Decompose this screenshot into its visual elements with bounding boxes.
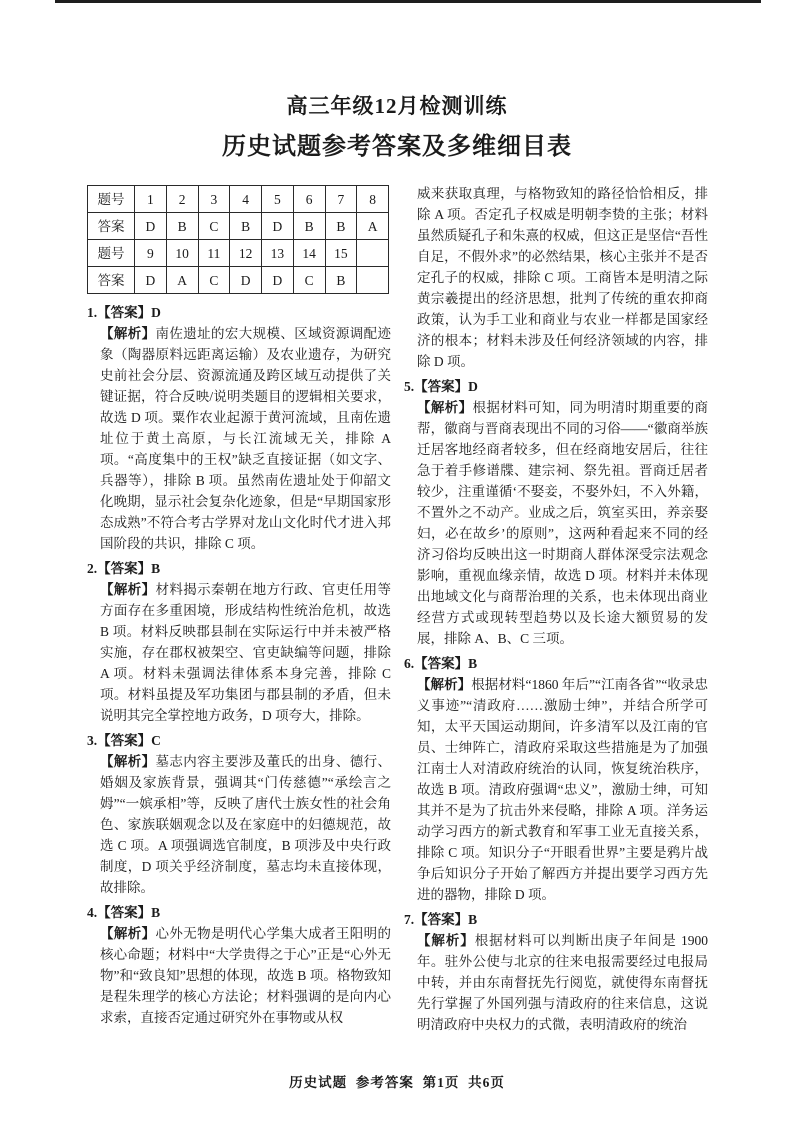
answer-letter: B — [468, 912, 478, 927]
table-row — [88, 213, 389, 240]
analysis-text: 根据材料“1860 年后”“江南各省”“收录忠义事迹”“清政府……激励士绅”，并结合所学可知，太平天国运动期间，许多清军以及江南的官员、士绅阵亡，清政府采取这些措施是为了加强江南士人对清政府统治的认同，恢复统治秩序，故选 B 项。清政府强调“忠义”，激励士绅，可知其并不是为了抗击外来侵略，排除 A 项。洋务运动学习西方的新式教育和军事工业无直接关系，排除 C 项。知识分子“开眼看世界”主要是鸦片战争后知识分子开始了解西方并提出要学习西方先进的器物，排除 D 项。 — [417, 677, 708, 902]
answer-line — [87, 902, 391, 923]
analysis-label: 【解析】 — [100, 754, 156, 769]
table-cell: 8 — [357, 186, 389, 213]
table-header-cell: 题号 — [88, 240, 135, 267]
table-cell: 3 — [198, 186, 230, 213]
question-number: 7. — [404, 912, 415, 927]
document-title-line1: 高三年级12月检测训练 — [286, 94, 508, 118]
analysis-paragraph — [100, 751, 391, 898]
answer-line — [404, 909, 708, 930]
table-cell: D — [230, 267, 262, 294]
answer-line — [87, 730, 391, 751]
analysis-text: 心外无物是明代心学集大成者王阳明的核心命题；材料中“大学贵得之于心”正是“心外无物”和“致良知”思想的体现，故选 B 项。格物致知是程朱理学的核心方法论；材料强调的是向内心求索，直接否定通过研究外在事物或从权 — [100, 926, 391, 1025]
analysis-label: 【解析】 — [100, 582, 156, 597]
table-cell: 9 — [135, 240, 167, 267]
table-cell: 10 — [166, 240, 198, 267]
answer-letter: C — [151, 733, 161, 748]
analysis-continuation-q4: 威来获取真理，与格物致知的路径恰恰相反，排除 A 项。否定孔子权威是明朝李贽的主张；材料虽然质疑孔子和朱熹的权威，但这正是坚信“吾性自足，不假外求”的必然结果，核心主张并不是否定孔子的权威，排除 C 项。工商皆本是明清之际黄宗羲提出的经济思想，批判了传统的重农抑商政策，认为手工业和商业与农业一样都是国家经济的根本；材料未涉及任何经济领域的内容，排除 D 项。 — [417, 186, 708, 369]
question-number: 5. — [404, 379, 415, 394]
analysis-text: 根据材料可知，同为明清时期重要的商帮，徽商与晋商表现出不同的习俗——“徽商举族迁居客地经商者较多，但在经商地安居后，往往急于着手修谱牒、建宗祠、祭先祖。晋商迁居者较少，注重谨循‘不娶妾，不娶外妇，不入外籍，不置外之不动产。业成之后，筑室买田，养亲娶妇，必在故乡’的原则”，这两种看起来不同的经济习俗均反映出这一时期商人群体深受宗法观念影响，重视血缘亲情，故选 D 项。材料并未体现出地域文化与商帮治理的关系，也未体现出商业经营方式或现转型趋势以及长途大额贸易的发展，排除 A、B、C 三项。 — [417, 400, 708, 646]
table-row — [88, 186, 389, 213]
table-cell: B — [325, 213, 357, 240]
document-title-line2: 历史试题参考答案及多维细目表 — [222, 134, 572, 160]
answer-label: 【答案】 — [414, 379, 469, 394]
table-cell: 11 — [198, 240, 230, 267]
table-cell — [357, 267, 389, 294]
table-cell: B — [293, 213, 325, 240]
analysis-label: 【解析】 — [417, 400, 473, 415]
answer-item-5 — [404, 376, 708, 649]
answer-item-7 — [404, 909, 708, 1035]
answer-letter: D — [151, 305, 161, 320]
table-cell: 5 — [262, 186, 294, 213]
question-number: 4. — [87, 905, 98, 920]
answer-item-6 — [404, 653, 708, 905]
analysis-paragraph — [100, 923, 391, 1028]
table-cell — [357, 240, 389, 267]
analysis-paragraph — [417, 397, 708, 649]
table-cell: C — [198, 267, 230, 294]
answer-label: 【答案】 — [97, 905, 152, 920]
table-cell: C — [198, 213, 230, 240]
table-header-cell: 题号 — [88, 186, 135, 213]
analysis-text: 南佐遗址的宏大规模、区域资源调配迹象（陶器原料远距离运输）及农业遗存，为研究史前社会分层、资源流通及跨区域互动提供了关键证据，符合反映/说明类题目的逻辑相关要求，故选 D 项。粟作农业起源于黄河流域，且南佐遗址位于黄土高原，与长江流域无关，排除 A 项。“高度集中的王权”缺乏直接证据（如文字、兵器等），排除 B 项。虽然南佐遗址处于仰韶文化晚期，显示社会复杂化迹象，但是“早期国家形态成熟”不符合考古学界对龙山文化时代才进入邦国阶段的共识，排除 C 项。 — [100, 326, 391, 551]
answer-item-4 — [87, 902, 391, 1028]
table-cell: 2 — [166, 186, 198, 213]
table-cell: A — [166, 267, 198, 294]
table-cell: D — [262, 267, 294, 294]
table-cell: 12 — [230, 240, 262, 267]
analysis-paragraph — [100, 579, 391, 726]
table-cell: D — [135, 213, 167, 240]
answer-letter: B — [151, 905, 161, 920]
right-column — [404, 183, 708, 1067]
question-number: 1. — [87, 305, 98, 320]
table-cell: B — [325, 267, 357, 294]
table-cell: C — [293, 267, 325, 294]
table-cell: 15 — [325, 240, 357, 267]
table-row — [88, 267, 389, 294]
analysis-label: 【解析】 — [100, 926, 156, 941]
answer-item-2 — [87, 558, 391, 726]
analysis-label: 【解析】 — [417, 933, 475, 948]
answer-line — [87, 558, 391, 579]
table-cell: 4 — [230, 186, 262, 213]
answer-key-table — [87, 185, 389, 294]
analysis-text: 材料揭示秦朝在地方行政、官吏任用等方面存在多重困境，形成结构性统治危机，故选 B 项。材料反映郡县制在实际运行中并未被严格实施，存在郡权被架空、官吏缺编等问题，排除 A 项。材料未强调法律体系本身完善，排除 C 项。材料虽提及军功集团与郡县制的矛盾，但未说明其完全掌控地方政务，D 项夸大，排除。 — [100, 582, 391, 723]
table-cell: A — [357, 213, 389, 240]
answer-line — [404, 653, 708, 674]
table-header-cell: 答案 — [88, 267, 135, 294]
table-row — [88, 240, 389, 267]
table-cell: 1 — [135, 186, 167, 213]
table-cell: 13 — [262, 240, 294, 267]
answer-letter: B — [468, 656, 478, 671]
question-number: 2. — [87, 561, 98, 576]
analysis-paragraph — [417, 674, 708, 905]
left-column — [87, 183, 391, 1067]
table-header-cell: 答案 — [88, 213, 135, 240]
answer-line — [87, 302, 391, 323]
answer-label: 【答案】 — [414, 912, 469, 927]
answer-line — [404, 376, 708, 397]
answer-item-1 — [87, 302, 391, 554]
analysis-text: 根据材料可以判断出庚子年间是 1900 年。驻外公使与北京的往来电报需要经过电报局中转，并由东南督抚先行阅览，就使得东南督抚先行掌握了外国列强与清政府的往来信息，这说明清政府中央权力的式微，表明清政府的统治 — [417, 933, 708, 1032]
answer-letter: D — [468, 379, 478, 394]
analysis-label: 【解析】 — [100, 326, 156, 341]
table-cell: B — [230, 213, 262, 240]
analysis-paragraph — [417, 930, 708, 1035]
answer-label: 【答案】 — [414, 656, 469, 671]
table-cell: 7 — [325, 186, 357, 213]
page-top-rule — [55, 0, 761, 3]
analysis-text: 墓志内容主要涉及董氏的出身、德行、婚姻及家族背景，强调其“门传慈德”“承绘言之姆”“一嫔承相”等，反映了唐代士族女性的社会角色、家族联姻观念以及在家庭中的妇德规范，故选 C 项。A 项强调选官制度，B 项涉及中央行政制度，D 项关乎经济制度，墓志均未直接体现，故排除。 — [100, 754, 391, 895]
page-footer: 历史试题 参考答案 第1页 共6页 — [289, 1075, 505, 1090]
table-cell: B — [166, 213, 198, 240]
table-cell: 14 — [293, 240, 325, 267]
question-number: 3. — [87, 733, 98, 748]
analysis-paragraph — [100, 323, 391, 554]
question-number: 6. — [404, 656, 415, 671]
answer-label: 【答案】 — [97, 305, 152, 320]
table-cell: D — [262, 213, 294, 240]
table-cell: 6 — [293, 186, 325, 213]
answer-item-3 — [87, 730, 391, 898]
answer-label: 【答案】 — [97, 733, 152, 748]
analysis-label: 【解析】 — [417, 677, 472, 692]
answer-label: 【答案】 — [97, 561, 152, 576]
answer-letter: B — [151, 561, 161, 576]
table-cell: D — [135, 267, 167, 294]
